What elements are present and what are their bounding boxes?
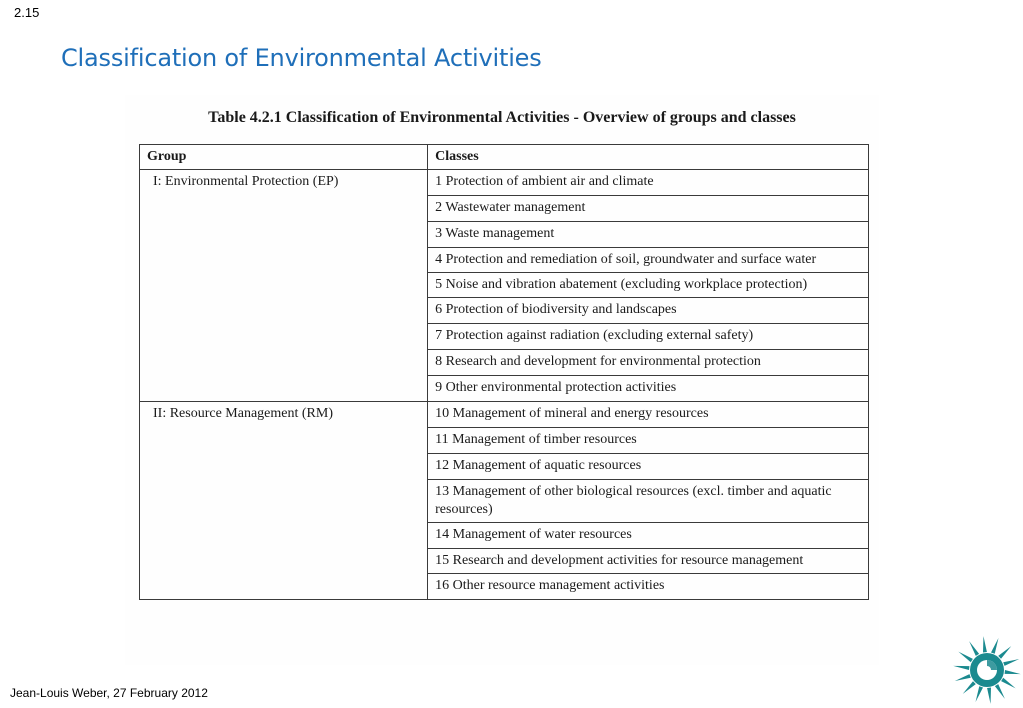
footer-credit: Jean-Louis Weber, 27 February 2012 [10, 686, 208, 700]
class-cell: 15 Research and development activities for resource management [428, 549, 869, 574]
table-row [140, 402, 869, 428]
class-cell: 5 Noise and vibration abatement (excluding workplace protection) [428, 273, 869, 298]
group-cell-ep: I: Environmental Protection (EP) [140, 170, 428, 402]
class-cell: 7 Protection against radiation (excluding external safety) [428, 324, 869, 350]
logo-ray [1001, 678, 1016, 689]
logo-ray [991, 638, 998, 654]
slide-title: Classification of Environmental Activities [61, 44, 542, 72]
class-cell: 11 Management of timber resources [428, 428, 869, 454]
logo-ray [983, 636, 987, 652]
table-header-row [140, 145, 869, 170]
slide-number: 2.15 [14, 5, 40, 20]
logo-ray [963, 681, 976, 694]
group-header: Group [140, 145, 428, 170]
logo-ray [969, 641, 979, 656]
class-cell: 13 Management of other biological resources (excl. timber and aquatic resources) [428, 480, 869, 523]
logo-ray [987, 688, 991, 704]
class-cell: 4 Protection and remediation of soil, groundwater and surface water [428, 248, 869, 273]
logo-ray [958, 652, 973, 663]
class-cell: 9 Other environmental protection activities [428, 376, 869, 402]
logo-ray [953, 666, 969, 670]
classes-header: Classes [428, 145, 869, 170]
classification-table [139, 144, 869, 600]
table-figure [125, 95, 879, 665]
class-cell: 2 Wastewater management [428, 196, 869, 222]
logo-ray [995, 684, 1005, 699]
table-caption: Table 4.2.1 Classification of Environmental Activities - Overview of groups and classes [208, 109, 796, 126]
class-cell: 12 Management of aquatic resources [428, 454, 869, 480]
logo-ray [955, 674, 971, 681]
logo-ray [976, 686, 983, 702]
class-cell: 14 Management of water resources [428, 523, 869, 549]
class-cell: 3 Waste management [428, 222, 869, 248]
logo-ray [1005, 670, 1021, 674]
logo-ray [998, 646, 1011, 659]
class-cell: 6 Protection of biodiversity and landscapes [428, 298, 869, 324]
logo-ray [1003, 659, 1019, 666]
class-cell: 16 Other resource management activities [428, 574, 869, 600]
class-cell: 8 Research and development for environmental protection [428, 350, 869, 376]
eea-logo-icon [943, 630, 1021, 708]
table-row [140, 170, 869, 196]
group-cell-rm: II: Resource Management (RM) [140, 402, 428, 600]
class-cell: 1 Protection of ambient air and climate [428, 170, 869, 196]
class-cell: 10 Management of mineral and energy resources [428, 402, 869, 428]
